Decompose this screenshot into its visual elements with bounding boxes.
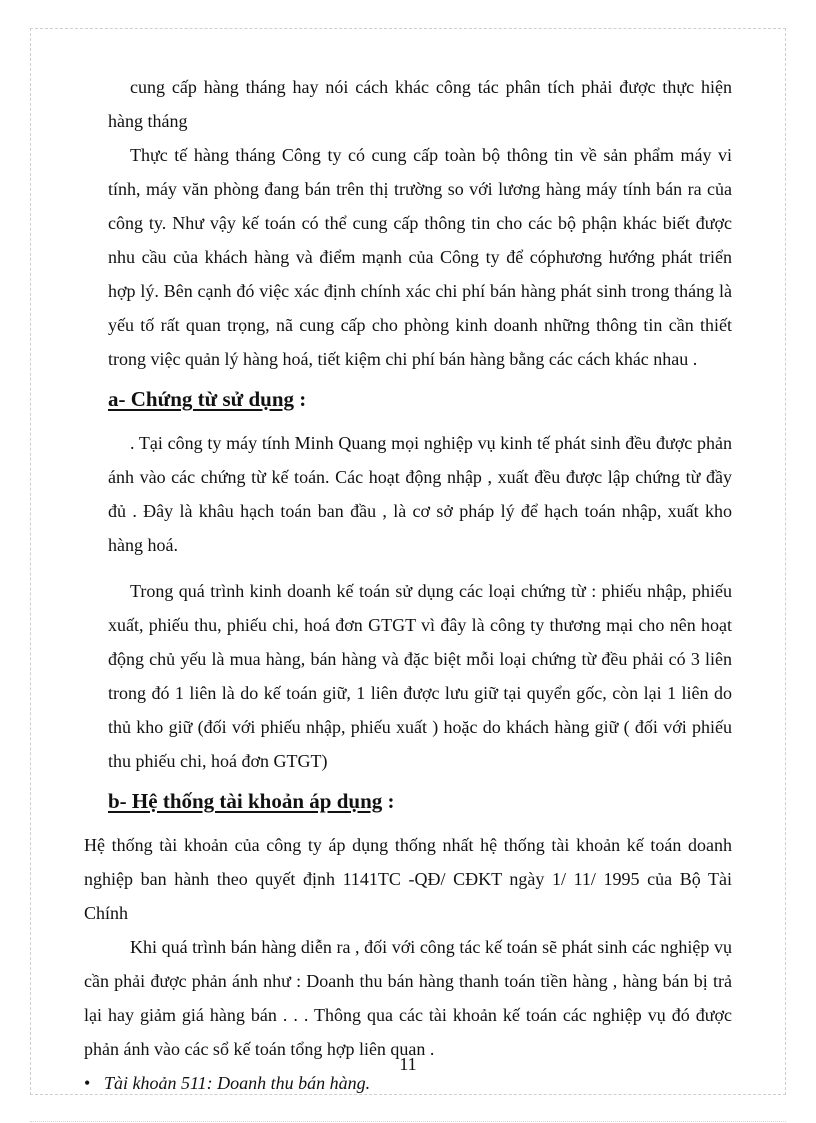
section-b-heading <box>84 786 732 816</box>
section-a-heading <box>84 384 732 414</box>
page-number: 11 <box>399 1054 417 1074</box>
section-b-paragraph-2: Khi quá trình bán hàng diễn ra , đối với công tác kế toán sẽ phát sinh các nghiệp vụ cần phải được phản ánh như : Doanh thu bán hàng thanh toán tiền hàng , hàng bán bị trả lại hay giảm giá hàng bán . . . Thông qua các tài khoản kế toán các nghiệp vụ đó được phản ánh vào các sổ kế toán tổng hợp liên quan . <box>84 937 732 1059</box>
section-b-heading-colon: : <box>382 789 395 813</box>
bullet-text: Tài khoản 511: Doanh thu bán hàng. <box>104 1073 371 1093</box>
section-a-heading-text: a- Chứng từ sử dụng <box>108 387 295 411</box>
section-a-paragraph-1: . Tại công ty máy tính Minh Quang mọi nghiệp vụ kinh tế phát sinh đều được phản ánh vào các chứng từ kế toán. Các hoạt động nhập , xuất đều được lập chứng từ đầy đủ . Đây là khâu hạch toán ban đầu , là cơ sở pháp lý để hạch toán nhập, xuất kho hàng hoá. <box>108 433 732 555</box>
section-a-heading-colon: : <box>294 387 307 411</box>
footer-divider <box>30 1121 786 1122</box>
document-body <box>84 70 732 1098</box>
section-a-paragraph-2: Trong quá trình kinh doanh kế toán sử dụng các loại chứng từ : phiếu nhập, phiếu xuất, phiếu thu, phiếu chi, hoá đơn GTGT vì đây là công ty thương mại cho nên hoạt động chủ yếu là mua hàng, bán hàng và đặc biệt mỗi loại chứng từ đều phải có 3 liên trong đó 1 liên là do kế toán giữ, 1 liên được lưu giữ tại quyển gốc, còn lại 1 liên do thủ kho giữ (đối với phiếu nhập, phiếu xuất ) hoặc do khách hàng giữ ( đối với phiếu thu phiếu chi, hoá đơn GTGT) <box>108 581 732 771</box>
intro-paragraph-2: Thực tế hàng tháng Công ty có cung cấp toàn bộ thông tin về sản phẩm máy vi tính, máy văn phòng đang bán trên thị trường so với lương hàng máy tính bán ra của công ty. Như vậy kế toán có thể cung cấp thông tin cho các bộ phận khác biết được nhu cầu của khách hàng và điểm mạnh của Công ty để cóphương hướng phát triển hợp lý. Bên cạnh đó việc xác định chính xác chi phí bán hàng phát sinh trong tháng là yếu tố rất quan trọng, nã cung cấp cho phòng kinh doanh những thông tin cần thiết trong việc quản lý hàng hoá, tiết kiệm chi phí bán hàng bằng các cách khác nhau . <box>108 145 732 369</box>
intro-paragraph-1: cung cấp hàng tháng hay nói cách khác công tác phân tích phải được thực hiện hàng tháng <box>108 77 732 131</box>
section-b-paragraph-1: Hệ thống tài khoản của công ty áp dụng thống nhất hệ thống tài khoản kế toán doanh nghiệp ban hành theo quyết định 1141TC -QĐ/ CĐKT ngày 1/ 11/ 1995 của Bộ Tài Chính <box>84 835 732 923</box>
bullet-icon: • <box>84 1073 91 1093</box>
section-b-heading-text: b- Hệ thống tài khoản áp dụng <box>108 789 383 813</box>
